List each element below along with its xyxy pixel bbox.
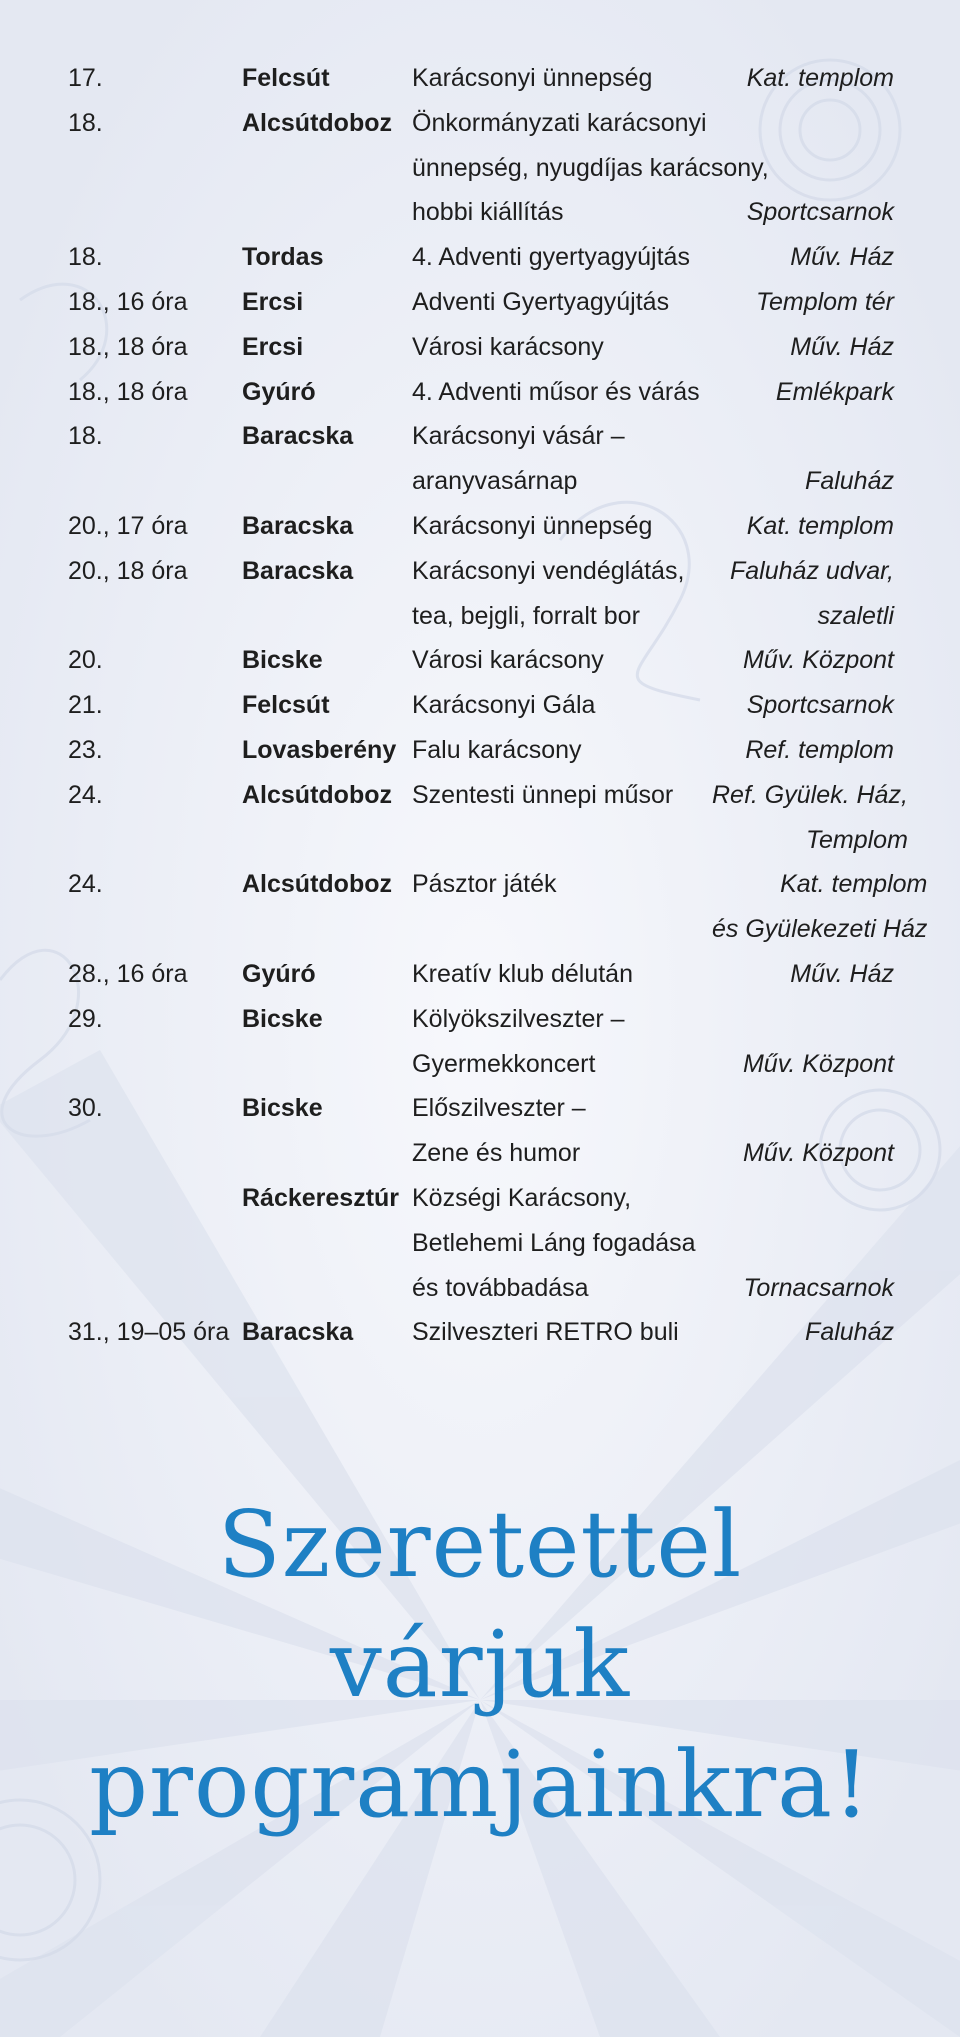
event-schedule xyxy=(68,56,928,1355)
event-place: Gyúró xyxy=(242,377,316,406)
event-date: 18., 16 óra xyxy=(68,287,188,316)
schedule-row xyxy=(68,370,894,415)
event-venue-line: Ref. templom xyxy=(745,735,894,764)
event-venue xyxy=(712,414,894,504)
event-title xyxy=(412,1086,712,1176)
event-place: Tordas xyxy=(242,243,324,272)
event-place: Alcsútdoboz xyxy=(242,108,392,137)
schedule-row xyxy=(68,1310,894,1355)
event-title-line: Városi karácsony xyxy=(412,646,604,675)
event-venue-line: Kat. templom xyxy=(746,64,894,92)
schedule-row xyxy=(68,549,894,639)
event-title-line: hobbi kiállítás xyxy=(412,198,564,227)
schedule-row xyxy=(68,280,894,325)
schedule-row xyxy=(68,235,894,280)
event-title-line: Kreatív klub délután xyxy=(412,959,633,988)
event-date: 29. xyxy=(68,1004,103,1033)
event-venue xyxy=(712,504,894,549)
event-title-line: Kölyökszilveszter – xyxy=(412,1004,625,1033)
event-title-line: Városi karácsony xyxy=(412,332,604,361)
schedule-row xyxy=(68,414,894,504)
event-title-line: Karácsonyi ünnepség xyxy=(412,64,653,92)
event-venue xyxy=(712,638,894,683)
event-title xyxy=(412,325,712,370)
event-title-line: Szilveszteri RETRO buli xyxy=(412,1318,679,1347)
event-venue-line: Sportcsarnok xyxy=(746,198,894,227)
event-venue xyxy=(712,952,894,997)
event-title-line: aranyvasárnap xyxy=(412,467,578,496)
event-venue-line: és Gyülekezeti Ház xyxy=(712,915,928,944)
event-title-line: Betlehemi Láng fogadása xyxy=(412,1228,696,1257)
event-venue-line: Kat. templom xyxy=(746,511,894,540)
event-venue-line: Műv. Központ xyxy=(742,646,894,675)
event-date: 23. xyxy=(68,735,103,764)
schedule-row xyxy=(68,1086,894,1176)
event-place: Baracska xyxy=(242,422,354,451)
event-place: Ercsi xyxy=(242,287,304,316)
event-title-line: Karácsonyi vásár – xyxy=(412,422,625,451)
event-venue xyxy=(712,1310,894,1355)
event-venue xyxy=(712,773,908,863)
event-title-line: tea, bejgli, forralt bor xyxy=(412,601,640,630)
event-title-line: Karácsonyi Gála xyxy=(412,691,596,720)
schedule-row xyxy=(68,997,894,1087)
event-place: Felcsút xyxy=(242,64,330,92)
event-place: Baracska xyxy=(242,1318,354,1347)
event-date: 20., 18 óra xyxy=(68,556,188,585)
event-title-line: Pásztor játék xyxy=(412,870,557,899)
event-venue xyxy=(712,325,894,370)
event-venue-line: Ref. Gyülek. Ház, xyxy=(712,780,908,809)
event-venue xyxy=(712,728,894,773)
event-venue xyxy=(712,683,894,728)
closing-line-3: programjainkra! xyxy=(89,1731,871,1838)
event-date: 24. xyxy=(68,780,103,809)
event-place: Alcsútdoboz xyxy=(242,870,392,899)
event-venue-line: Műv. Ház xyxy=(790,243,894,272)
event-date: 18. xyxy=(68,243,103,272)
event-title-line: Karácsonyi ünnepség xyxy=(412,511,653,540)
event-venue-line: Faluház udvar, xyxy=(730,556,894,585)
event-venue xyxy=(712,56,894,101)
event-title xyxy=(412,638,712,683)
event-place: Ercsi xyxy=(242,332,304,361)
event-place: Baracska xyxy=(242,511,354,540)
schedule-row xyxy=(68,638,894,683)
schedule-row xyxy=(68,952,894,997)
event-title xyxy=(412,728,712,773)
schedule-row xyxy=(68,101,894,235)
event-title xyxy=(412,101,769,235)
event-title xyxy=(412,370,712,415)
event-title-line: ünnepség, nyugdíjas karácsony, xyxy=(412,153,769,182)
event-venue-line: Emlékpark xyxy=(775,377,894,406)
schedule-row xyxy=(68,728,894,773)
event-title xyxy=(412,862,712,907)
schedule-row xyxy=(68,325,894,370)
event-venue-line: Műv. Központ xyxy=(742,1049,894,1078)
closing-line-2: várjuk xyxy=(329,1611,631,1718)
event-title xyxy=(412,414,712,504)
event-title-line: Előszilveszter – xyxy=(412,1094,586,1123)
event-date: 21. xyxy=(68,691,103,720)
event-date: 18. xyxy=(68,108,103,137)
event-venue xyxy=(712,549,894,639)
event-venue xyxy=(712,997,894,1087)
event-title-line: Adventi Gyertyagyújtás xyxy=(412,287,670,316)
event-title xyxy=(412,280,712,325)
event-title xyxy=(412,952,712,997)
event-date: 24. xyxy=(68,870,103,899)
event-title xyxy=(412,549,712,639)
event-venue-line: Kat. templom xyxy=(780,870,928,899)
schedule-row xyxy=(68,1176,894,1310)
event-venue-line: Templom tér xyxy=(755,287,894,316)
schedule-row xyxy=(68,862,928,952)
event-venue xyxy=(712,370,894,415)
event-venue xyxy=(712,1176,894,1310)
event-date: 18. xyxy=(68,422,103,451)
closing-message xyxy=(0,1485,960,1845)
event-venue-line: Sportcsarnok xyxy=(746,691,894,720)
event-title-line: Karácsonyi vendéglátás, xyxy=(412,556,685,585)
event-title-line: Önkormányzati karácsonyi xyxy=(412,108,707,137)
event-title-line: Zene és humor xyxy=(412,1139,581,1168)
event-venue-line: Templom xyxy=(806,825,908,854)
closing-line-1: Szeretettel xyxy=(217,1491,743,1598)
event-date: 28., 16 óra xyxy=(68,959,188,988)
event-date: 18., 18 óra xyxy=(68,332,188,361)
event-venue xyxy=(712,101,894,235)
schedule-row xyxy=(68,683,894,728)
event-venue xyxy=(712,1086,894,1176)
event-place: Bicske xyxy=(242,1094,323,1123)
event-title-line: 4. Adventi műsor és várás xyxy=(412,377,700,406)
event-place: Alcsútdoboz xyxy=(242,780,392,809)
event-title-line: Falu karácsony xyxy=(412,735,582,764)
event-venue-line: Műv. Központ xyxy=(742,1139,894,1168)
event-place: Lovasberény xyxy=(242,735,397,764)
event-place: Ráckeresztúr xyxy=(242,1183,400,1212)
event-place: Bicske xyxy=(242,646,323,675)
event-title-line: és továbbadása xyxy=(412,1273,589,1302)
event-venue-line: Faluház xyxy=(805,1318,894,1347)
event-date: 20. xyxy=(68,646,103,675)
event-venue-line: szaletli xyxy=(817,601,894,630)
event-date: 17. xyxy=(68,64,103,92)
event-date: 20., 17 óra xyxy=(68,511,188,540)
event-title xyxy=(412,773,712,818)
event-title-line: Községi Karácsony, xyxy=(412,1183,632,1212)
event-title xyxy=(412,1176,712,1310)
event-title xyxy=(412,683,712,728)
schedule-row xyxy=(68,773,908,863)
event-venue-line: Műv. Ház xyxy=(790,332,894,361)
event-date: 30. xyxy=(68,1094,103,1123)
event-place: Baracska xyxy=(242,556,354,585)
event-title-line: Szentesti ünnepi műsor xyxy=(412,780,674,809)
schedule-row xyxy=(68,56,894,101)
event-venue xyxy=(712,862,927,952)
schedule-row xyxy=(68,504,894,549)
event-title xyxy=(412,235,712,280)
event-venue xyxy=(712,235,894,280)
event-title xyxy=(412,1310,712,1355)
event-title xyxy=(412,56,712,101)
event-place: Felcsút xyxy=(242,691,330,720)
event-title xyxy=(412,997,712,1087)
event-venue-line: Műv. Ház xyxy=(790,959,894,988)
event-place: Bicske xyxy=(242,1004,323,1033)
event-place: Gyúró xyxy=(242,959,316,988)
event-venue-line: Faluház xyxy=(805,467,894,496)
event-title-line: Gyermekkoncert xyxy=(412,1049,596,1078)
event-title-line: 4. Adventi gyertyagyújtás xyxy=(412,243,690,272)
event-date: 31., 19–05 óra xyxy=(68,1318,230,1347)
event-venue xyxy=(712,280,894,325)
event-venue-line: Tornacsarnok xyxy=(743,1273,894,1302)
event-date: 18., 18 óra xyxy=(68,377,188,406)
event-title xyxy=(412,504,712,549)
